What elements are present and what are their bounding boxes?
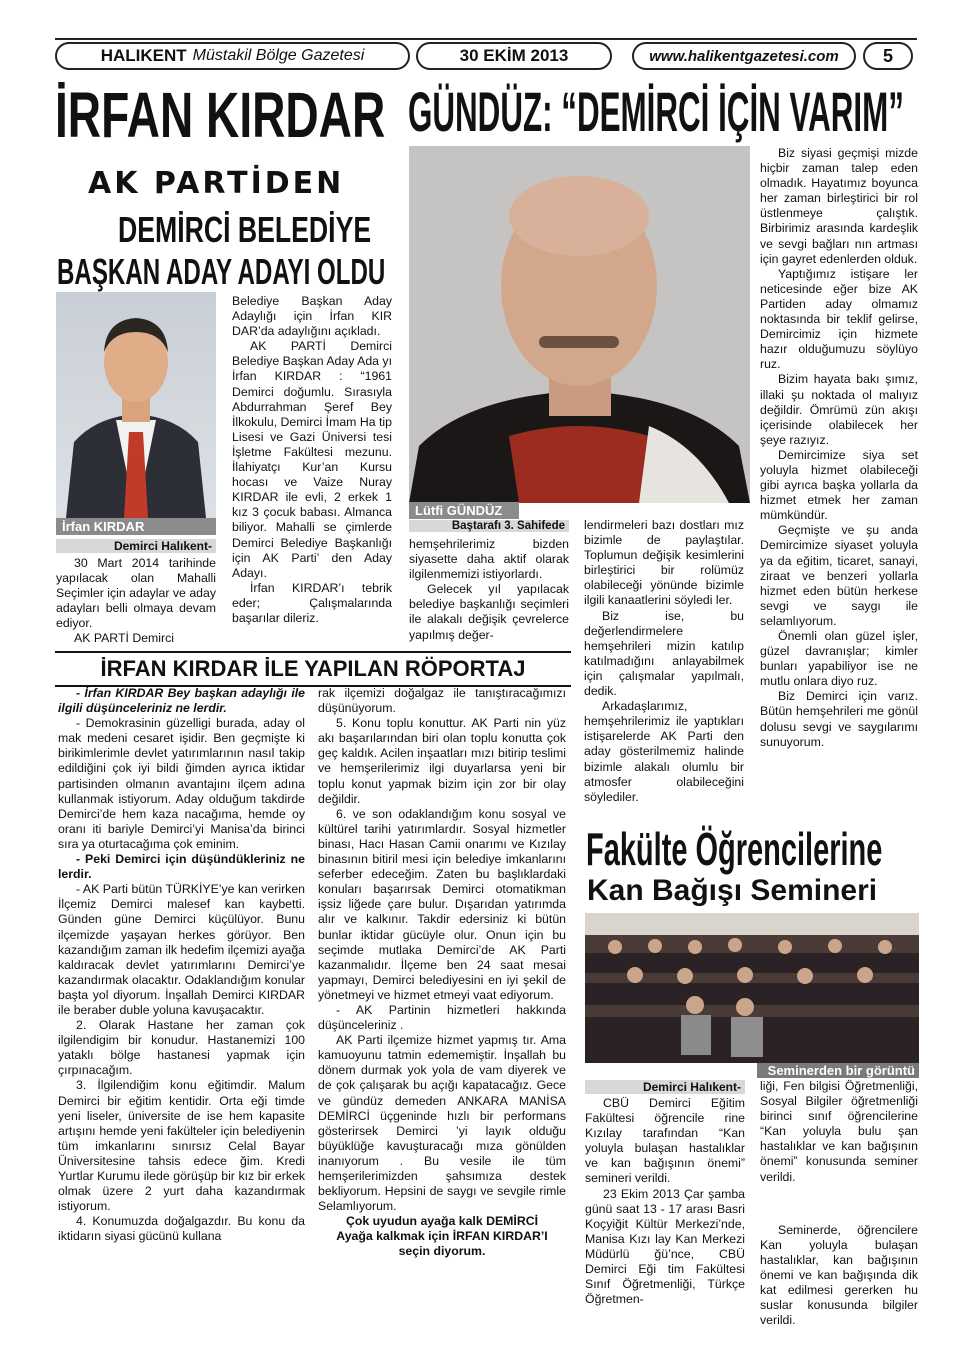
paragraph: AK PARTİ Demirci <box>74 631 174 646</box>
seminar-photo <box>585 913 919 1063</box>
paragraph: Yaptığımız istişare ler neticesinde eğer bize AK Partiden aday olmamız noktasında bir teklif gelirse, Demircimiz için hizmete hazır olduğumuzu söylüyo ruz. <box>760 266 918 372</box>
paragraph: İrfan KIRDAR’ı tebrik eder; Çalışmalarında başarılar dileriz. <box>232 580 392 625</box>
gunduz-col-b <box>584 518 744 805</box>
gunduz-continued: Baştarafı 3. Sahifede <box>409 520 569 532</box>
gunduz-col-a <box>409 537 569 643</box>
kirdar-headline-1: DEMİRCİ BELEDİYE <box>118 209 372 250</box>
paper-name: HALIKENT <box>100 46 187 65</box>
interview-paragraph: - AK Parti bütün TÜRKİYE’ye kan verirken İlçemiz Demirci malesef kan kaybetti. Günden güne Demirci küçülüyor. Bunu ilçemizde yaşayan herkes görüyor. Ben kazandığım zaman ilk hedefim ilçemizi ayağa kaldıracak devlet yatırımlarını Demirci’ye kazandırmak olacaktır. Odaklandığım konular başta yol diyorum. İnşallah Demirci KIRDAR ile beraber duble yoluna kavuşacaktır. <box>58 882 305 1017</box>
paragraph: liği, Fen bilgisi Öğretmenliği, Sosyal Bilgiler öğretmenliği birinci sınıf öğrencilerine “Kan yoluyla bulu şan hastalıklar ve kan bağışının önemi” konusunda seminer verildi. <box>760 1079 918 1184</box>
paragraph: Gelecek yıl yapılacak belediye başkanlığı seçimleri ile alakalı değişik çevrelerce yapılmış değer- <box>409 582 569 642</box>
seminar-title-1: Fakülte Öğrencilerine <box>586 823 883 875</box>
interview-paragraph: 6. ve son odaklandığım konu sosyal ve kültürel tarihi yatırımlardır. Sosyal hizmetler binası, Hacı Hasan Camii onarımı ve Kızılay binasının bitiril mesi için belediye imkanlarını seferber edeceğim. Zaten bu başlıklardaki konuları başarırsak Demirci otomatikman işsiz liğede çare bulur. Dışarıdan yatırımda alır ve kalkınır. Takdir edersiniz ki bütün bunlar iktidar gücüyle olur. Onun için bu seçimde mutlaka Demirci’de AK Parti kazanmalıdır. İlçeme ben 24 saat mesai yapmayı, Demirci belediyesini en iyi şekil de yönetmeyi ve hizmet etmeyi vaat ediyorum. <box>318 806 566 1002</box>
paragraph: 30 Mart 2014 tarihinde yapılacak olan Mahalli Seçimler için adaylar ve aday adayları belli olmaya devam ediyor. <box>56 556 216 631</box>
page-number-box <box>863 42 913 70</box>
interview-paragraph: AK Parti ilçemize hizmet yapmış tır. Ama kamuoyunu tatmin edememiştir. İnşallah bu dönem durmak yok yola de vam diyerek ve de çok çalışarak bu açığı kapatacağız. Gece ve gündüz demeden ANKARA MANİSA DEMİRCİ üçgeninde hızlı bir performans gösterirsek Demirci ’yi layık olduğu büyüklüğe kavuşturacağı mıza gönülden inanıyorum . Bu vesile ile tüm hemşerilerimizden şahsımıza destek bekliyorum. Hepsini de saygı ve sevgile rimle Selamlıyorum. <box>318 1033 566 1214</box>
paragraph: 23 Ekim 2013 Çar şamba günü saat 13 - 17 arası Basri Koçyiğit Kültür Merkezi’nde, Manisa Kızı lay Kan Merkezi Müdürlü ğü’nce, CBÜ Demirci Eği tim Fakültesi Sınıf Öğretmenliği, Türkçe Öğretmen- <box>585 1186 745 1307</box>
seminar-col-a <box>585 1096 745 1307</box>
paragraph: CBÜ Demirci Eğitim Fakültesi öğrencile rine Kızılay tarafından “Kan yoluyla bulaşan hastalıklar ve kan bağışının önemi” semineri verildi. <box>585 1096 745 1186</box>
kirdar-col-left <box>56 556 216 647</box>
paragraph: Arkadaşlarımız, hemşehrilerimiz ile yaptıkları istişarelerde AK Parti den aday gösterilmemiz halinde bizimle alakalı olumlu bir atmosfer olabileceğini söylediler. <box>584 699 744 804</box>
interview-paragraph: rak ilçemizi doğalgaz ile tanıştıracağımızı düşünüyorum. <box>318 686 566 716</box>
kirdar-photo <box>56 292 216 518</box>
kirdar-title: İRFAN KIRDAR <box>55 79 386 151</box>
website-box <box>632 42 856 70</box>
kirdar-subtitle: AK PARTİDEN <box>88 166 345 201</box>
paragraph: Biz siyasi geçmişi mizde hiçbir zaman talep eden olmadık. Hayatımız boyunca her zaman birleştirici bir rol üstlenmeye çalıştık. Birbirimiz arasında kardeşlik ve sevgi bağları nın artması için gayret edenlerden olduk. <box>760 146 918 266</box>
interview-paragraph: Ayağa kalkmak için İRFAN KIRDAR’I <box>336 1229 548 1244</box>
paragraph: Biz Demirci için varız. Bütün hemşehrileri me gönül dolusu sevgi ve saygılarımı sunuyorum. <box>760 689 918 749</box>
paragraph: hemşehrilerimiz bizden siyasette daha aktif olarak ilgilenmemizi istiyorlardı. <box>409 537 569 582</box>
interview-paragraph: - İrfan KIRDAR Bey başkan adaylığı ile ilgili düşünceleriniz ne lerdir. <box>58 686 305 716</box>
paper-name-box <box>55 42 410 70</box>
kirdar-photo-caption: İrfan KIRDAR <box>56 518 216 535</box>
kirdar-byline: Demirci Halıkent- <box>56 539 216 553</box>
interview-paragraph: 5. Konu toplu konuttur. AK Parti nin yüz akı başarılarından biri olan toplu konutta çok geç kaldık. Acilen inşaatları mızı bitirip teslimi ve hemşerilerimiz ilgi duyarlarsa yeni bir toplu konut yapmak bizim için zor bir olay değildir. <box>318 716 566 806</box>
paragraph: Biz ise, bu değerlendirmelere hemşehrileri mizin katılıp katılmadığını anlayabilmek için çalışmalar yapılmalı, dedik. <box>584 608 744 699</box>
interview-col-2 <box>318 686 566 1260</box>
interview-paragraph: 4. Konumuzda doğalgazdır. Bu konu da iktidarın siyasi gücünü kullana <box>58 1214 305 1244</box>
seminar-byline: Demirci Halıkent- <box>585 1080 745 1094</box>
gunduz-photo <box>409 146 750 503</box>
kirdar-headline-2: BAŞKAN ADAY ADAYI OLDU <box>57 251 386 292</box>
interview-paragraph: Çok uyudun ayağa kalk DEMİRCİ <box>345 1214 538 1229</box>
interview-paragraph: - AK Partinin hizmetleri hakkında düşünceleriniz . <box>318 1002 566 1033</box>
website: www.halikentgazetesi.com <box>649 47 839 65</box>
gunduz-title: GÜNDÜZ: “DEMİRCİ İÇİN VARIM” <box>408 80 904 143</box>
interview-paragraph: - Peki Demirci için düşündükleriniz ne lerdir. <box>58 852 305 882</box>
seminar-photo-caption: Seminerden bir görüntü <box>757 1063 919 1078</box>
interview-paragraph: - Demokrasinin güzelligi burada, aday ol mak medeni cesaret işidir. Ben geçmişte ki birikimlerimle devlet yatırımlarının nasıl takip edildiğini çok iyi bildi ğimden ayrıca iktidar partisinden olmanın avantajını ilçem adına kullanmak istiyorum. Aday olduğum takdirde Demirci’de hem kaza nacağıma, hemde oy oranı iti bariyle Demirci’yi Manisa’da birinci sıra ya oturtacağıma çok eminim. <box>58 716 305 851</box>
page-number: 5 <box>882 45 893 66</box>
date-box <box>416 42 612 70</box>
interview-col-1 <box>58 686 305 1244</box>
kirdar-col-right <box>232 294 392 626</box>
paragraph: Geçmişte ve şu anda Demircimize siyaset yoluyla ya da eğitim, ticaret, sanayi, ziraat ve benzeri yollarla hizmet eden bütün herkese sevgi ve saygı ile selamlıyorum. <box>760 523 918 628</box>
paragraph: Belediye Başkan Aday Adaylığı için İrfan KIR DAR’da adaylığını açıkladı. <box>232 294 392 339</box>
paragraph: Seminerde, öğrencilere Kan yoluyla bulaşan hastalıklar, kan bağışının önemi ve kan bağışında dik kat edilmesi gererken hu suslar konusunda bilgiler verildi. <box>760 1222 918 1328</box>
gunduz-col-c <box>760 146 918 750</box>
interview-paragraph: 2. Olarak Hastane her zaman çok ilgilendigim bir konudur. Hastanemizi 100 yataklı bölge hastanesi yapmak için çırpınacağım. <box>58 1018 305 1078</box>
gunduz-photo-caption: Lütfi GÜNDÜZ <box>409 502 519 519</box>
paragraph: Önemli olan güzel işler, güzel davranışlar; kimler bunları yapabiliyor ise ne mutlu onlara diyo ruz. <box>760 629 918 689</box>
interview-paragraph: seçin diyorum. <box>398 1244 486 1259</box>
issue-date: 30 EKİM 2013 <box>459 46 569 65</box>
paragraph: Demircimize siya set yoluyla hizmet olabileceği gibi ayrıca başka yollarla da hizmet etmek her zaman mümkündür. <box>760 447 918 523</box>
paragraph: Bizim hayata bakı şımız, illaki şu noktada ol malıyız değildir. Ömrümü zün akışı içerisinde olabilecek her şeye razıyız. <box>760 372 918 447</box>
interview-title: İRFAN KIRDAR İLE YAPILAN RÖPORTAJ <box>55 651 571 687</box>
paper-subtitle: Müstakil Bölge Gazetesi <box>192 47 365 64</box>
seminar-col-b <box>760 1079 918 1328</box>
interview-paragraph: 3. İlgilendiğim konu eğitimdir. Malum Demirci bir eğitim kentidir. Orta eği timde yeni liseler, üniversite de ise hem kapasite artışını hemde yeni fakülteler için belediyenin tüm imkanlarını sınırsız Celal Bayar Üniversitesine tahsis edece ğim. Kredi Yurtlar Kurumu ilede görüşüp bir kız bir erkek olmak üzere 2 yurt daha kazandırmak istiyorum. <box>58 1078 305 1214</box>
paragraph: AK PARTİ Demirci Belediye Başkan Aday Ada yı İrfan KIRDAR : “1961 Demirci doğumlu. Sırasıyla Abdurrahman Şeref Bey İlkokulu, Demirci İmam Ha tip Lisesi ve Gazi Üniversi tesi İşletme Fakültesi mezunu. İlahiyatçı Kur’an Kursu hocası ve Vaize Nuray KIRDAR ile evli, 2 erkek 1 kız 3 çocuk babası. Almanca biliyor. Mahalli se çimlerde Demirci Belediye Başkanlığı için AK Parti’ den Aday Adayı. <box>232 339 392 580</box>
seminar-title-2: Kan Bağışı Semineri <box>587 874 878 907</box>
paragraph: lendirmeleri bazı dostları mız bizimle de paylaştılar. Toplumun değişik kesimlerini birleştirici bir rolümüz olabileceği yönünde bizimle ilgili kanaatlerini söyledi ler. <box>584 518 744 608</box>
